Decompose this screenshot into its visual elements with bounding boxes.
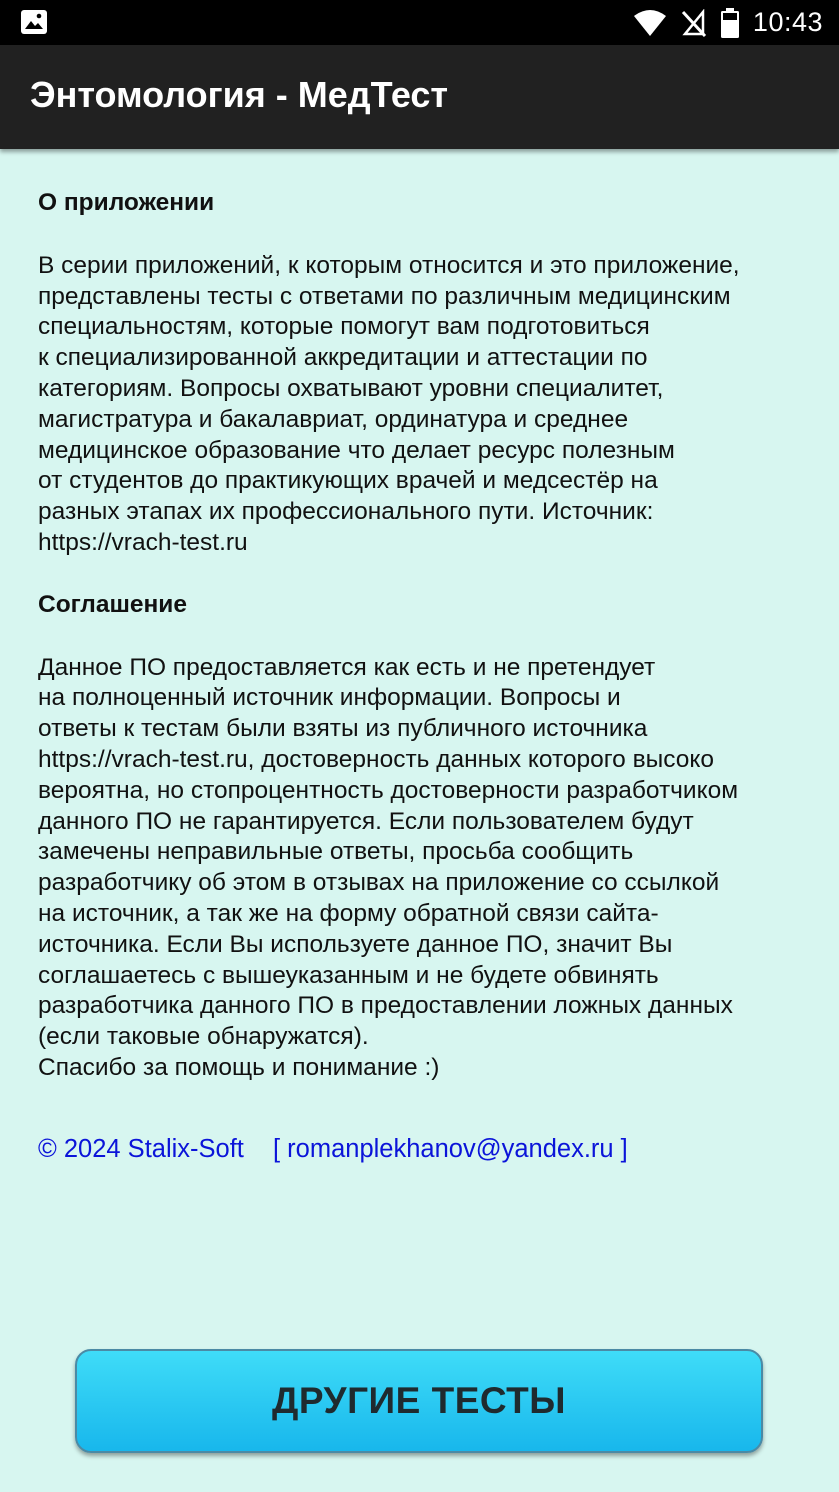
- copyright-link[interactable]: © 2024 Stalix-Soft: [38, 1135, 244, 1163]
- agreement-text: Данное ПО предоставляется как есть и не претендует на полноценный источник информации. Вопросы и ответы к тестам были взяты из публичного источника https://vrach-test.ru, достоверность данных которого высоко вероятна, но стопроцентность достоверности разработчиком данного ПО не гарантируется. Если пользователем будут замечены неправильные ответы, просьба сообщить разработчику об этом в отзывах на приложение со ссылкой на источник, а так же на форму обратной связи сайта- источника. Если Вы используете данное ПО, значит Вы соглашаетесь с вышеуказанным и не будете обвинять разработчика данного ПО в предоставлении ложных данных (если таковые обнаружатся). Спасибо за помощь и понимание :): [38, 653, 739, 1081]
- status-icons: [633, 0, 823, 45]
- image-notification-icon: [20, 9, 48, 35]
- other-tests-button-label: ДРУГИЕ ТЕСТЫ: [272, 1380, 566, 1421]
- other-tests-button[interactable]: [75, 1349, 763, 1453]
- about-text: В серии приложений, к которым относится и это приложение, представлены тесты с ответами по различным медицинским специальностям, которые помогут вам подготовиться к специализированной аккредитации и аттестации по категориям. Вопросы охватывают уровни специалитет, магистратура и бакалавриат, ординатура и среднее медицинское образование что делает ресурс полезным от студентов до практикующих врачей и медсестёр на разных этапах их профессионального пути. Источник: https://vrach-test.ru: [38, 251, 740, 556]
- no-signal-icon: [681, 9, 707, 37]
- app-title: Энтомология - МедТест: [30, 74, 449, 115]
- spacer: [38, 559, 808, 590]
- battery-icon: [721, 8, 739, 38]
- email-link[interactable]: [ romanplekhanov@yandex.ru ]: [273, 1135, 628, 1163]
- spacer: [38, 219, 808, 251]
- info-content: [38, 188, 808, 1084]
- agreement-heading: Соглашение: [38, 590, 187, 618]
- status-bar: [0, 0, 839, 45]
- about-heading: О приложении: [38, 189, 215, 216]
- clock-time: 10:43: [752, 7, 823, 37]
- spacer: [38, 621, 808, 653]
- app-bar: [0, 45, 839, 149]
- wifi-icon: [633, 9, 667, 37]
- footer: [38, 1135, 628, 1164]
